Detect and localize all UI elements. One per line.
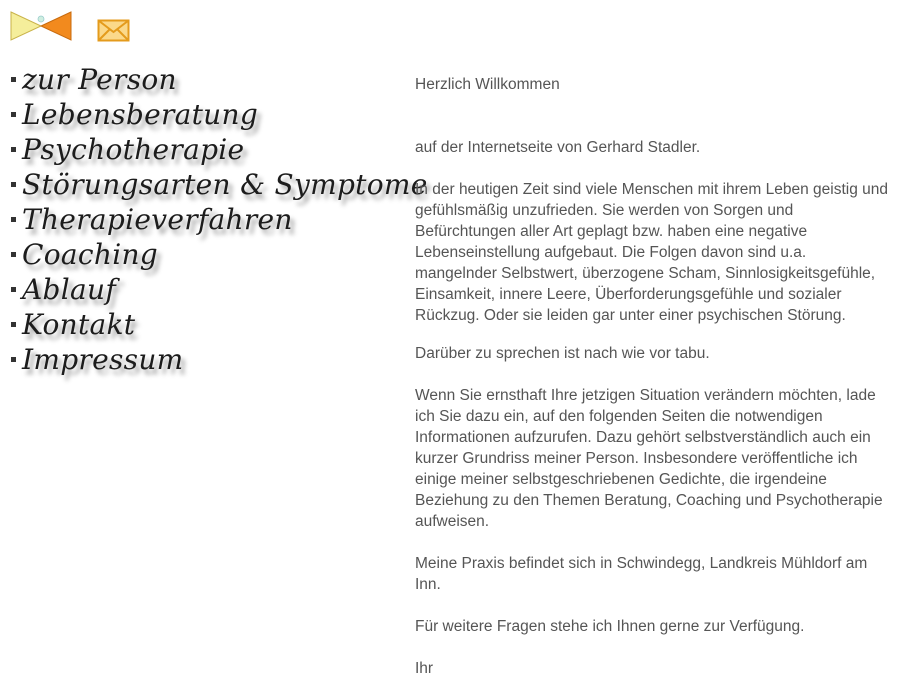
paragraph-5: Für weitere Fragen stehe ich Ihnen gerne zur Verfügung. <box>415 618 805 635</box>
nav-item-ablauf[interactable] <box>10 272 390 307</box>
nav-item-label: Störungsarten & Symptome <box>22 168 428 201</box>
nav-item-label: Ablauf <box>22 273 116 306</box>
closing-text: Ihr <box>415 660 434 677</box>
nav-item-zur-person[interactable] <box>10 62 390 97</box>
nav-item-label: Kontakt <box>22 308 136 341</box>
bullet-icon <box>11 182 16 187</box>
nav-item-kontakt[interactable] <box>10 307 390 342</box>
greeting: Herzlich Willkommen <box>415 76 560 93</box>
bullet-icon <box>11 112 16 117</box>
nav-item-coaching[interactable] <box>10 237 390 272</box>
bowtie-logo-icon <box>10 11 72 41</box>
envelope-icon[interactable] <box>97 19 130 42</box>
nav-item-psychotherapie[interactable] <box>10 132 390 167</box>
bullet-icon <box>11 77 16 82</box>
nav-item-label: Lebensberatung <box>22 98 259 131</box>
bullet-icon <box>11 217 16 222</box>
nav-item-label: Coaching <box>22 238 159 271</box>
bullet-icon <box>11 287 16 292</box>
nav-item-stoerungsarten[interactable] <box>10 167 428 202</box>
bullet-icon <box>11 322 16 327</box>
paragraph-4: Meine Praxis befindet sich in Schwindegg, Landkreis Mühldorf am Inn. <box>415 555 868 593</box>
bullet-icon <box>11 252 16 257</box>
paragraph-3: Wenn Sie ernsthaft Ihre jetzigen Situation verändern möchten, lade ich Sie dazu ein, auf den folgenden Seiten die notwendigen Informationen aufzurufen. Dazu gehört selbstverständlich auch ein kurzer Grundriss meiner Person. Insbesondere veröffentliche ich einige meiner selbstgeschriebenen Gedichte, die irgendeine Beziehung zu den Themen Beratung, Coaching und Psychotherapie aufweisen. <box>415 387 883 530</box>
nav-item-impressum[interactable] <box>10 342 390 377</box>
nav-item-therapieverfahren[interactable] <box>10 202 390 237</box>
bullet-icon <box>11 357 16 362</box>
main-navigation <box>10 62 428 377</box>
nav-item-label: Psychotherapie <box>22 133 245 166</box>
paragraph-1: In der heutigen Zeit sind viele Menschen mit ihrem Leben geistig und gefühlsmäßig unzufrieden. Sie werden von Sorgen und Befürchtungen aller Art geplagt bzw. haben eine negative Lebenseinstellung aufgebaut. Die Folgen davon sind u.a. mangelnder Selbstwert, überzogene Scham, Sinnlosigkeitsgefühle, Einsamkeit, innere Leere, Überforderungsgefühle und sozialer Rückzug. Oder sie leiden gar unter einer psychischen Störung. <box>415 181 889 324</box>
nav-item-label: Impressum <box>22 343 184 376</box>
nav-item-label: Therapieverfahren <box>22 203 293 236</box>
bullet-icon <box>11 147 16 152</box>
intro-text: auf der Internetseite von Gerhard Stadler. <box>415 139 701 156</box>
nav-item-lebensberatung[interactable] <box>10 97 390 132</box>
paragraph-2: Darüber zu sprechen ist nach wie vor tabu. <box>415 345 710 362</box>
nav-item-label: zur Person <box>22 63 177 96</box>
main-content <box>415 74 890 679</box>
